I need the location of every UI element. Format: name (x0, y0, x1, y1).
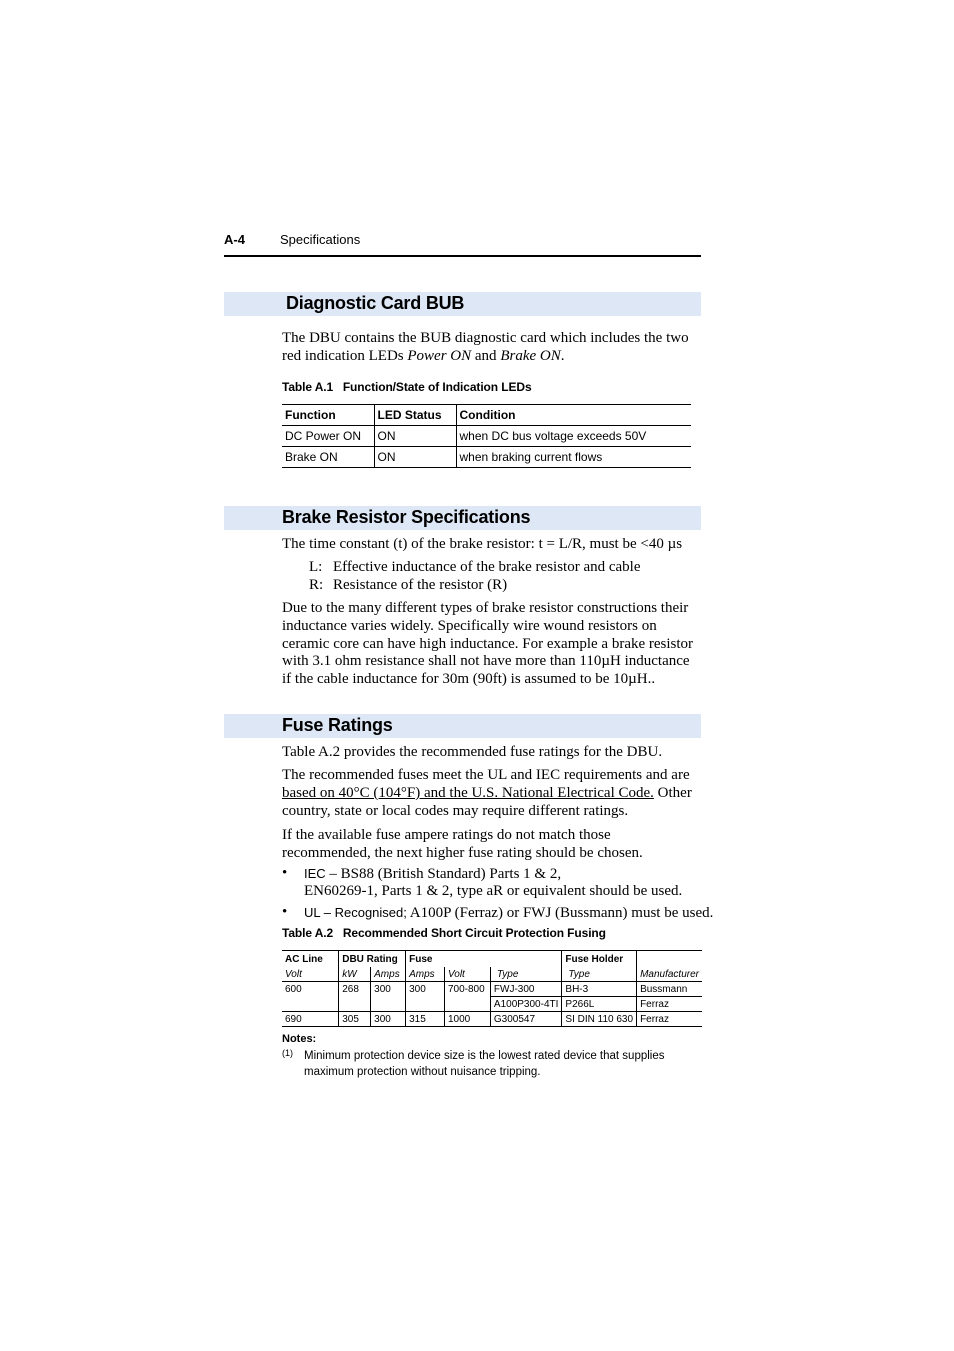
table-cell: 300 (371, 1012, 406, 1027)
page-number: A-4 (224, 232, 245, 247)
table-row (282, 1012, 702, 1027)
table-a2-title: Recommended Short Circuit Protection Fusing (342, 926, 606, 940)
table-a2-subheader: Amps (371, 967, 406, 982)
table-a2-header-dbu: DBU Rating (339, 951, 406, 968)
bullet-dot: • (282, 865, 288, 881)
definition-item (309, 559, 641, 577)
table-a1-header: Function (282, 405, 374, 426)
table-cell: 600 (285, 983, 302, 995)
fuse-p2a: The recommended fuses meet the UL and IEC requirements and are (282, 767, 690, 783)
table-cell (339, 997, 371, 1012)
table-a1-title: Function/State of Indication LEDs (342, 380, 532, 394)
table-a2-caption (282, 926, 606, 940)
table-a2-header-row (282, 951, 702, 968)
table-cell: 305 (339, 1012, 371, 1027)
table-cell: 1000 (444, 1012, 490, 1027)
table-row (282, 982, 702, 997)
table-a2-subheader: Type (490, 967, 562, 982)
section-title-fuse: Fuse Ratings (282, 715, 393, 735)
table-a2-header-empty (637, 951, 702, 968)
table-a1-caption (282, 380, 532, 394)
table-a2-header-fuse: Fuse (406, 951, 562, 968)
table-cell: 690 (282, 1012, 339, 1027)
table-row (282, 447, 691, 468)
table-cell: Ferraz (637, 997, 702, 1012)
bullet-iec-label: IEC (304, 866, 326, 881)
definition-key: L: (309, 559, 323, 575)
fuse-requirements (282, 767, 692, 820)
bullet-ul-label: UL – Recognised; (304, 905, 407, 920)
table-a2-subheader: Volt (282, 967, 339, 982)
definition-value: Resistance of the resistor (R) (333, 576, 508, 593)
fuse-p1: Table A.2 provides the recommended fuse ratings for the DBU. (282, 744, 663, 760)
table-cell: 268 (339, 982, 371, 997)
table-cell (371, 997, 406, 1012)
table-cell: when braking current flows (456, 447, 691, 468)
table-cell: DC Power ON (282, 426, 374, 447)
table-cell: FWJ-300 (490, 982, 562, 997)
table-a2-subheader: Type (562, 967, 637, 982)
table-cell: ON (374, 447, 456, 468)
table-cell: A100P300-4TI (490, 997, 562, 1012)
table-a2-number: Table A.2 (282, 926, 334, 940)
table-cell: SI DIN 110 630 (562, 1012, 637, 1027)
brake-p2: Due to the many different types of brake resistor constructions their inductance varies widely. Specifically wire wound resistors on ceramic core can have high inductance. For example a brake resistor with 3.1 ohm resistance shall not have more than 110µH inductance if the cable inductance for 30m (90ft) is assumed to be 10µH.. (282, 600, 694, 688)
fuse-higher-rating (282, 827, 694, 863)
table-a1 (282, 404, 691, 468)
diag-text: The DBU contains the BUB diagnostic card which includes the two red indication LEDs (282, 330, 689, 364)
table-a2 (282, 950, 702, 1027)
bullet-ul-text: A100P (Ferraz) or FWJ (Bussmann) must be used. (406, 905, 714, 921)
brake-definitions (309, 559, 641, 595)
table-cell: Ferraz (637, 1012, 702, 1027)
fuse-p2-underlined: based on 40°C (104°F) and the U.S. National Electrical Code. (282, 784, 654, 801)
note-marker: (1) (282, 1048, 293, 1058)
bullet-iec-line1 (304, 865, 561, 884)
table-a2-subheader: Manufacturer (637, 967, 702, 982)
table-row (282, 997, 702, 1012)
brake-p1: The time constant (t) of the brake resistor: t = L/R, must be <40 µs (282, 536, 683, 552)
running-header (224, 231, 701, 257)
table-cell: when DC bus voltage exceeds 50V (456, 426, 691, 447)
table-cell: 315 (406, 1012, 445, 1027)
table-a1-header: LED Status (374, 405, 456, 426)
section-band-fuse (224, 714, 701, 738)
table-cell: P266L (562, 997, 637, 1012)
section-title-diagnostic: Diagnostic Card BUB (286, 293, 465, 313)
notes-heading: Notes: (282, 1033, 317, 1045)
section-name: Specifications (280, 232, 361, 247)
bullet-iec-text: – BS88 (British Standard) Parts 1 & 2, (325, 866, 562, 882)
table-a2-subheader-row (282, 967, 702, 982)
table-cell: 300 (371, 982, 406, 997)
table-a1-header-row (282, 405, 691, 426)
table-cell (406, 997, 445, 1012)
section-band-diagnostic (224, 292, 701, 316)
bullet-iec-line2: EN60269-1, Parts 1 & 2, type aR or equivalent should be used. (304, 883, 683, 899)
fuse-intro (282, 744, 702, 762)
table-cell (282, 997, 339, 1012)
table-cell: Bussmann (637, 982, 702, 997)
table-a2-subheader: Volt (444, 967, 490, 982)
table-row (282, 426, 691, 447)
section-band-brake (224, 506, 701, 530)
table-a2-header-ac: AC Line (282, 951, 339, 968)
table-a2-header-holder: Fuse Holder (562, 951, 637, 968)
table-a1-number: Table A.1 (282, 380, 334, 394)
table-cell: ON (374, 426, 456, 447)
table-cell (444, 997, 490, 1012)
section-title-brake: Brake Resistor Specifications (282, 507, 531, 527)
led-brake-on: Brake ON (500, 347, 561, 364)
diag-and: and (471, 347, 501, 364)
table-a2-subheader: Amps (406, 967, 445, 982)
fuse-p3: If the available fuse ampere ratings do not match those recommended, the next higher fuse rating should be chosen. (282, 827, 643, 861)
definition-item (309, 577, 641, 595)
diagnostic-paragraph (282, 330, 700, 366)
definition-value: Effective inductance of the brake resistor and cable (333, 559, 641, 575)
bullet-ul-line (304, 904, 713, 923)
brake-time-constant (282, 536, 702, 554)
led-power-on: Power ON (407, 347, 472, 364)
bullet-dot: • (282, 904, 288, 920)
table-cell: Brake ON (282, 447, 374, 468)
table-cell: BH-3 (562, 982, 637, 997)
table-cell: G300547 (490, 1012, 562, 1027)
fuse-p2b: Other country, state or local codes may require different ratings. (282, 784, 692, 819)
table-cell: 300 (406, 982, 445, 997)
table-cell: 700-800 (444, 982, 490, 997)
table-a1-header: Condition (456, 405, 691, 426)
brake-paragraph (282, 600, 698, 689)
table-a2-subheader: kW (339, 967, 371, 982)
diag-end: . (560, 347, 565, 364)
note-text: Minimum protection device size is the lowest rated device that supplies maximum protection without nuisance tripping. (304, 1050, 665, 1078)
definition-key: R: (309, 576, 324, 593)
